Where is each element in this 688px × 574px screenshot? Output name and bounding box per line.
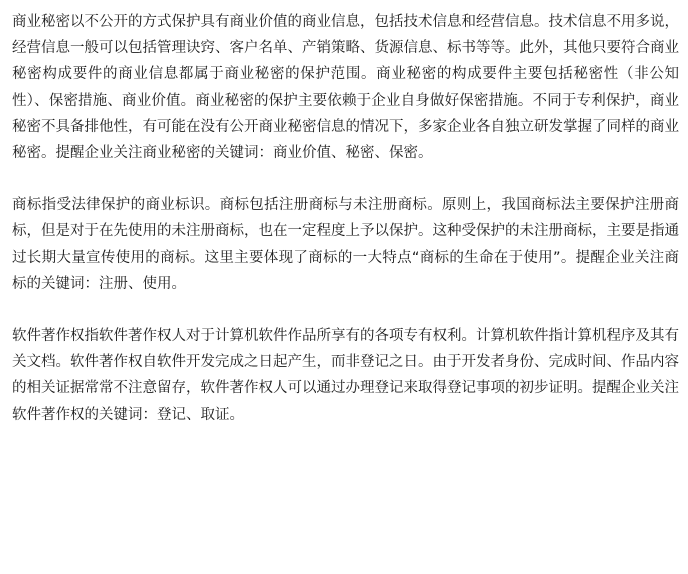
paragraph-spacer [12,166,679,192]
paragraph-spacer [12,297,679,323]
paragraph-software-copyright: 软件著作权指软件著作权人对于计算机软件作品所享有的各项专有权利。计算机软件指计算机程序及其有关文档。软件著作权自软件开发完成之日起产生，而非登记之日。由于开发者身份、完成时间、作品内容的相关证据常常不注意留存，软件著作权人可以通过办理登记来取得登记事项的初步证明。提醒企业关注软件著作权的关键词：登记、取证。 [12,328,679,423]
paragraph-trade-secret: 商业秘密以不公开的方式保护具有商业价值的商业信息，包括技术信息和经营信息。技术信息不用多说，经营信息一般可以包括管理诀窍、客户名单、产销策略、货源信息、标书等等。此外，其他只要符合商业秘密构成要件的商业信息都属于商业秘密的保护范围。商业秘密的构成要件主要包括秘密性（非公知性）、保密措施、商业价值。商业秘密的保护主要依赖于企业自身做好保密措施。不同于专利保护，商业秘密不具备排他性，有可能在没有公开商业秘密信息的情况下，多家企业各自独立研发掌握了同样的商业秘密。提醒企业关注商业秘密的关键词：商业价值、秘密、保密。 [12,14,679,162]
paragraph-trademark: 商标指受法律保护的商业标识。商标包括注册商标与未注册商标。原则上，我国商标法主要保护注册商标，但是对于在先使用的未注册商标，也在一定程度上予以保护。这种受保护的未注册商标，主要是指通过长期大量宣传使用的商标。这里主要体现了商标的一大特点“商标的生命在于使用”。提醒企业关注商标的关键词：注册、使用。 [12,197,679,292]
